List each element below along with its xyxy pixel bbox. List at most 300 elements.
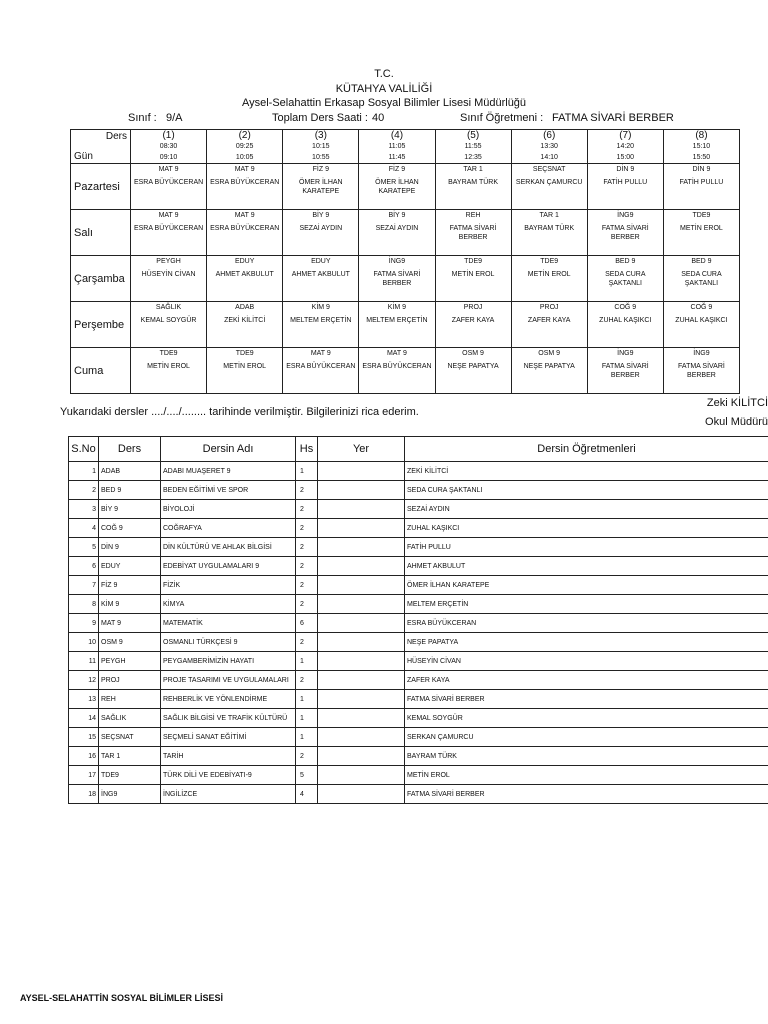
lesson-teacher: ÖMER İLHAN KARATEPE xyxy=(375,179,419,195)
lesson-cell xyxy=(359,302,435,348)
row-ders-name: KİMYA xyxy=(161,595,296,614)
lesson-box xyxy=(207,164,282,209)
row-hours: 1 xyxy=(296,652,318,671)
lesson-code: TDE9 xyxy=(235,350,254,357)
note-text: Yukarıdaki dersler ..../..../........ tarihinde verilmiştir. Bilgilerinizi rica ederim. xyxy=(60,406,419,418)
lesson-box xyxy=(283,256,358,301)
lesson-code: TDE9 xyxy=(464,258,483,265)
row-ders-code: TDE9 xyxy=(99,766,161,785)
lesson-cell xyxy=(435,164,511,210)
lesson-cell xyxy=(587,348,663,394)
col-header-dersin-adi: Dersin Adı xyxy=(161,437,296,462)
row-teacher: METİN EROL xyxy=(405,766,768,785)
row-location xyxy=(318,785,405,804)
slot-header xyxy=(131,130,207,164)
slot-number: (3) xyxy=(314,130,327,141)
lesson-code: BED 9 xyxy=(691,258,712,265)
lesson-box xyxy=(359,302,434,347)
row-teacher: SEZAİ AYDIN xyxy=(405,500,768,519)
slot-number: (2) xyxy=(238,130,251,141)
col-header-ders: Ders xyxy=(99,437,161,462)
row-teacher: KEMAL SOYGÜR xyxy=(405,709,768,728)
slot-header xyxy=(283,130,359,164)
lesson-cell xyxy=(283,164,359,210)
class-value: 9/A xyxy=(166,112,183,124)
lesson-teacher: ESRA BÜYÜKCERAN xyxy=(362,363,432,370)
lesson-box xyxy=(283,210,358,255)
lesson-cell xyxy=(511,348,587,394)
row-ders-name: BEDEN EĞİTİMİ VE SPOR xyxy=(161,481,296,500)
row-sno: 10 xyxy=(69,633,99,652)
row-teacher: ZAFER KAYA xyxy=(405,671,768,690)
row-teacher: ESRA BÜYÜKCERAN xyxy=(405,614,768,633)
lesson-cell xyxy=(207,256,283,302)
lesson-teacher: NEŞE PAPATYA xyxy=(447,363,499,370)
col-header-hs: Hs xyxy=(296,437,318,462)
col-header-teachers: Dersin Öğretmenleri xyxy=(405,437,768,462)
row-ders-code: ADAB xyxy=(99,462,161,481)
header-tc: T.C. xyxy=(374,68,394,80)
day-name: Çarşamba xyxy=(71,256,131,302)
lesson-teacher: ESRA BÜYÜKCERAN xyxy=(210,225,280,232)
slot-end-time: 10:05 xyxy=(235,154,254,161)
lesson-cell xyxy=(131,348,207,394)
row-ders-name: ADABI MUAŞERET 9 xyxy=(161,462,296,481)
row-location xyxy=(318,557,405,576)
lesson-teacher: FATMA SİVARİ BERBER xyxy=(449,225,497,241)
table-row xyxy=(69,500,768,519)
slot-start-time: 09:25 xyxy=(235,143,254,150)
row-ders-name: FİZİK xyxy=(161,576,296,595)
lesson-teacher: AHMET AKBULUT xyxy=(215,271,274,278)
lesson-cell xyxy=(207,164,283,210)
lesson-cell xyxy=(663,302,739,348)
row-teacher: FATİH PULLU xyxy=(405,538,768,557)
table-row xyxy=(69,557,768,576)
row-ders-code: DİN 9 xyxy=(99,538,161,557)
lesson-teacher: FATMA SİVARİ BERBER xyxy=(373,271,421,287)
lesson-teacher: ZUHAL KAŞIKCI xyxy=(599,317,652,324)
slot-end-time: 14:10 xyxy=(540,154,558,161)
row-hours: 2 xyxy=(296,519,318,538)
lesson-code: MAT 9 xyxy=(158,166,179,173)
lesson-teacher: BAYRAM TÜRK xyxy=(448,179,499,186)
lesson-teacher: AHMET AKBULUT xyxy=(291,271,350,278)
table-row xyxy=(69,747,768,766)
row-hours: 2 xyxy=(296,538,318,557)
row-teacher: FATMA SİVARİ BERBER xyxy=(405,785,768,804)
lesson-cell xyxy=(587,210,663,256)
row-location xyxy=(318,481,405,500)
row-teacher: ZEKİ KİLİTCİ xyxy=(405,462,768,481)
row-location xyxy=(318,538,405,557)
lesson-teacher: METİN EROL xyxy=(147,363,190,370)
row-hours: 4 xyxy=(296,785,318,804)
lesson-cell xyxy=(663,348,739,394)
lesson-code: OSM 9 xyxy=(462,350,484,357)
lesson-code: SEÇSNAT xyxy=(532,166,566,173)
row-sno: 18 xyxy=(69,785,99,804)
header-school: Aysel-Selahattin Erkasap Sosyal Bilimler Lisesi Müdürlüğü xyxy=(241,97,527,109)
timetable-header-row xyxy=(71,130,740,164)
lesson-code: EDUY xyxy=(311,258,331,265)
timetable-day-row xyxy=(71,164,740,210)
slot-start-time: 11:55 xyxy=(464,143,482,150)
row-sno: 3 xyxy=(69,500,99,519)
lesson-box xyxy=(588,348,663,393)
lesson-teacher: NEŞE PAPATYA xyxy=(523,363,575,370)
lesson-code: İNG9 xyxy=(388,258,406,265)
row-hours: 6 xyxy=(296,614,318,633)
row-location xyxy=(318,576,405,595)
lesson-teacher: BAYRAM TÜRK xyxy=(524,225,575,232)
row-teacher: ÖMER İLHAN KARATEPE xyxy=(405,576,768,595)
corner-label-gun: Gün xyxy=(74,150,93,162)
lesson-teacher: SEZAİ AYDIN xyxy=(375,225,419,232)
lesson-box xyxy=(664,164,739,209)
lesson-teacher: ÖMER İLHAN KARATEPE xyxy=(299,179,343,195)
row-hours: 2 xyxy=(296,576,318,595)
row-ders-name: MATEMATİK xyxy=(161,614,296,633)
lesson-box xyxy=(512,210,587,255)
lesson-cell xyxy=(663,256,739,302)
class-teacher-value: FATMA SİVARİ BERBER xyxy=(552,112,674,124)
lesson-box xyxy=(131,348,206,393)
table-row xyxy=(69,595,768,614)
row-sno: 11 xyxy=(69,652,99,671)
lesson-cell xyxy=(283,348,359,394)
row-location xyxy=(318,652,405,671)
total-hours-value: 40 xyxy=(372,112,385,124)
lesson-teacher: ZUHAL KAŞIKCI xyxy=(675,317,728,324)
slot-start-time: 11:05 xyxy=(388,143,406,150)
lesson-code: MAT 9 xyxy=(158,212,179,219)
row-hours: 2 xyxy=(296,595,318,614)
row-sno: 14 xyxy=(69,709,99,728)
lesson-teacher: ESRA BÜYÜKCERAN xyxy=(210,179,280,186)
row-sno: 15 xyxy=(69,728,99,747)
lesson-box xyxy=(588,302,663,347)
lesson-box xyxy=(359,348,434,393)
lesson-box xyxy=(131,164,206,209)
lesson-code: KİM 9 xyxy=(387,304,407,311)
row-sno: 4 xyxy=(69,519,99,538)
lesson-box xyxy=(588,164,663,209)
lesson-code: COĞ 9 xyxy=(614,304,637,311)
lesson-box xyxy=(436,348,511,393)
row-teacher: SERKAN ÇAMURCU xyxy=(405,728,768,747)
course-list xyxy=(68,436,768,804)
lesson-cell xyxy=(435,302,511,348)
row-sno: 6 xyxy=(69,557,99,576)
slot-number: (6) xyxy=(543,130,556,141)
lesson-box xyxy=(359,256,434,301)
lesson-box xyxy=(664,256,739,301)
lesson-code: COĞ 9 xyxy=(690,304,713,311)
lesson-box xyxy=(131,302,206,347)
slot-end-time: 15:00 xyxy=(616,154,635,161)
lesson-cell xyxy=(207,210,283,256)
row-teacher: FATMA SİVARİ BERBER xyxy=(405,690,768,709)
lesson-cell xyxy=(131,210,207,256)
table-row xyxy=(69,652,768,671)
lesson-teacher: SEDA CURA ŞAKTANLI xyxy=(681,271,722,287)
lesson-box xyxy=(131,256,206,301)
row-ders-name: OSMANLI TÜRKÇESİ 9 xyxy=(161,633,296,652)
row-ders-code: PROJ xyxy=(99,671,161,690)
lesson-code: DİN 9 xyxy=(692,166,711,173)
lesson-box xyxy=(359,210,434,255)
row-ders-code: OSM 9 xyxy=(99,633,161,652)
timetable-day-row xyxy=(71,348,740,394)
row-hours: 2 xyxy=(296,671,318,690)
lesson-code: MAT 9 xyxy=(234,166,255,173)
lesson-box xyxy=(207,210,282,255)
table-row xyxy=(69,766,768,785)
row-ders-code: EDUY xyxy=(99,557,161,576)
slot-start-time: 13:30 xyxy=(540,143,558,150)
lesson-code: REH xyxy=(465,212,481,219)
lesson-code: MAT 9 xyxy=(386,350,407,357)
row-ders-name: BİYOLOJİ xyxy=(161,500,296,519)
row-sno: 17 xyxy=(69,766,99,785)
slot-number: (1) xyxy=(162,130,175,141)
lesson-teacher: MELTEM ERÇETİN xyxy=(366,317,428,324)
row-hours: 1 xyxy=(296,728,318,747)
total-hours-label: Toplam Ders Saati : xyxy=(272,112,368,124)
lesson-code: KİM 9 xyxy=(311,304,330,311)
row-location xyxy=(318,747,405,766)
lesson-code: BED 9 xyxy=(615,258,636,265)
lesson-cell xyxy=(435,256,511,302)
row-location xyxy=(318,500,405,519)
row-sno: 13 xyxy=(69,690,99,709)
row-ders-name: PROJE TASARIMI VE UYGULAMALARI xyxy=(161,671,296,690)
row-location xyxy=(318,766,405,785)
lesson-cell xyxy=(511,164,587,210)
lesson-code: İNG9 xyxy=(617,350,634,357)
row-location xyxy=(318,728,405,747)
table-row xyxy=(69,576,768,595)
lesson-code: İNG9 xyxy=(617,212,634,219)
lesson-cell xyxy=(663,164,739,210)
lesson-box xyxy=(512,164,587,209)
row-hours: 1 xyxy=(296,462,318,481)
lesson-code: DİN 9 xyxy=(616,166,635,173)
slot-number: (8) xyxy=(695,130,708,141)
row-ders-name: TARİH xyxy=(161,747,296,766)
lesson-cell xyxy=(359,256,435,302)
lesson-box xyxy=(436,256,511,301)
lesson-code: İNG9 xyxy=(693,350,710,357)
slot-end-time: 11:45 xyxy=(388,154,406,161)
row-ders-code: BİY 9 xyxy=(99,500,161,519)
table-row xyxy=(69,690,768,709)
principal-title: Okul Müdürü xyxy=(705,416,768,428)
table-row xyxy=(69,671,768,690)
row-teacher: MELTEM ERÇETİN xyxy=(405,595,768,614)
slot-start-time: 14:20 xyxy=(616,143,635,150)
col-header-sno: S.No xyxy=(69,437,99,462)
row-teacher: SEDA CURA ŞAKTANLI xyxy=(405,481,768,500)
row-ders-name: DİN KÜLTÜRÜ VE AHLAK BİLGİSİ xyxy=(161,538,296,557)
lesson-teacher: METİN EROL xyxy=(527,271,571,278)
lesson-box xyxy=(588,210,663,255)
row-hours: 2 xyxy=(296,481,318,500)
row-location xyxy=(318,595,405,614)
row-teacher: NEŞE PAPATYA xyxy=(405,633,768,652)
corner-label-ders: Ders xyxy=(105,130,127,142)
lesson-code: PROJ xyxy=(539,304,559,311)
timetable-day-row xyxy=(71,256,740,302)
lesson-teacher: SERKAN ÇAMURCU xyxy=(515,179,583,186)
lesson-code: TDE9 xyxy=(159,350,178,357)
lesson-box xyxy=(664,302,739,347)
row-location xyxy=(318,519,405,538)
row-ders-code: SEÇSNAT xyxy=(99,728,161,747)
lesson-cell xyxy=(587,302,663,348)
lesson-box xyxy=(588,256,663,301)
row-sno: 16 xyxy=(69,747,99,766)
lesson-box xyxy=(512,256,587,301)
row-ders-code: TAR 1 xyxy=(99,747,161,766)
lesson-cell xyxy=(359,348,435,394)
row-ders-code: BED 9 xyxy=(99,481,161,500)
lesson-teacher: ESRA BÜYÜKCERAN xyxy=(133,179,204,186)
row-hours: 1 xyxy=(296,709,318,728)
timetable xyxy=(70,129,740,394)
lesson-teacher: FATMA SİVARİ BERBER xyxy=(601,363,649,379)
lesson-cell xyxy=(131,302,207,348)
row-ders-name: TÜRK DİLİ VE EDEBİYATI-9 xyxy=(161,766,296,785)
lesson-teacher: FATMA SİVARİ BERBER xyxy=(601,225,649,241)
lesson-cell xyxy=(435,210,511,256)
lesson-cell xyxy=(587,164,663,210)
row-teacher: ZUHAL KAŞIKCI xyxy=(405,519,768,538)
row-hours: 2 xyxy=(296,633,318,652)
lesson-box xyxy=(436,210,511,255)
row-location xyxy=(318,462,405,481)
lesson-teacher: ZEKİ KİLİTCİ xyxy=(224,317,266,324)
table-row xyxy=(69,785,768,804)
lesson-code: BİY 9 xyxy=(312,212,330,219)
lesson-teacher: ESRA BÜYÜKCERAN xyxy=(133,225,204,232)
lesson-box xyxy=(207,348,282,393)
row-hours: 2 xyxy=(296,557,318,576)
lesson-code: FİZ 9 xyxy=(388,166,406,173)
day-name: Cuma xyxy=(71,348,131,394)
lesson-box xyxy=(283,164,358,209)
slot-end-time: 15:50 xyxy=(692,154,711,161)
row-sno: 9 xyxy=(69,614,99,633)
lesson-cell xyxy=(207,348,283,394)
row-hours: 1 xyxy=(296,690,318,709)
row-ders-name: REHBERLİK VE YÖNLENDİRME xyxy=(161,690,296,709)
lesson-code: PROJ xyxy=(463,304,483,311)
table-row xyxy=(69,519,768,538)
lesson-code: TAR 1 xyxy=(463,166,483,173)
lesson-teacher: SEZAİ AYDIN xyxy=(299,225,343,232)
slot-start-time: 08:30 xyxy=(159,143,178,150)
row-sno: 12 xyxy=(69,671,99,690)
table-row xyxy=(69,538,768,557)
lesson-cell xyxy=(131,164,207,210)
table-row xyxy=(69,481,768,500)
lesson-cell xyxy=(511,302,587,348)
principal-name: Zeki KİLİTCİ xyxy=(706,397,768,409)
lesson-teacher: METİN EROL xyxy=(223,363,267,370)
lesson-teacher: KEMAL SOYGÜR xyxy=(140,317,197,324)
lesson-teacher: FATİH PULLU xyxy=(679,179,724,186)
slot-end-time: 10:55 xyxy=(312,154,330,161)
row-sno: 8 xyxy=(69,595,99,614)
lesson-code: OSM 9 xyxy=(538,350,561,357)
lesson-teacher: MELTEM ERÇETİN xyxy=(290,317,352,324)
row-ders-name: COĞRAFYA xyxy=(161,519,296,538)
row-location xyxy=(318,709,405,728)
row-hours: 2 xyxy=(296,747,318,766)
table-row xyxy=(69,614,768,633)
row-sno: 5 xyxy=(69,538,99,557)
slot-start-time: 10:15 xyxy=(312,143,330,150)
row-ders-code: KİM 9 xyxy=(99,595,161,614)
lesson-teacher: HÜSEYİN CİVAN xyxy=(141,271,196,278)
day-name: Salı xyxy=(71,210,131,256)
corner-box xyxy=(71,131,130,163)
lesson-box xyxy=(512,348,587,393)
row-hours: 5 xyxy=(296,766,318,785)
lesson-code: BİY 9 xyxy=(388,212,406,219)
row-ders-name: SEÇMELİ SANAT EĞİTİMİ xyxy=(161,728,296,747)
lesson-cell xyxy=(207,302,283,348)
slot-number: (5) xyxy=(466,130,480,141)
row-location xyxy=(318,633,405,652)
row-teacher: HÜSEYİN CİVAN xyxy=(405,652,768,671)
lesson-code: TDE9 xyxy=(692,212,711,219)
lesson-box xyxy=(131,210,206,255)
slot-header xyxy=(587,130,663,164)
lesson-teacher: ZAFER KAYA xyxy=(451,317,495,324)
row-ders-name: EDEBİYAT UYGULAMALARI 9 xyxy=(161,557,296,576)
lesson-code: ADAB xyxy=(235,304,255,311)
lesson-box xyxy=(664,348,739,393)
lesson-cell xyxy=(283,256,359,302)
row-hours: 2 xyxy=(296,500,318,519)
slot-end-time: 12:35 xyxy=(464,154,482,161)
class-teacher-label: Sınıf Öğretmeni : xyxy=(460,112,544,124)
lesson-box xyxy=(207,256,282,301)
slot-start-time: 15:10 xyxy=(692,143,711,150)
slot-header xyxy=(511,130,587,164)
lesson-cell xyxy=(587,256,663,302)
lesson-cell xyxy=(511,256,587,302)
lesson-teacher: FATİH PULLU xyxy=(603,179,648,186)
table-row xyxy=(69,633,768,652)
timetable-day-row xyxy=(71,210,740,256)
row-teacher: BAYRAM TÜRK xyxy=(405,747,768,766)
row-ders-code: REH xyxy=(99,690,161,709)
row-sno: 2 xyxy=(69,481,99,500)
lesson-cell xyxy=(283,302,359,348)
lesson-cell xyxy=(359,164,435,210)
lesson-code: EDUY xyxy=(234,258,255,265)
lesson-box xyxy=(283,302,358,347)
lesson-teacher: ZAFER KAYA xyxy=(527,317,571,324)
lesson-cell xyxy=(283,210,359,256)
row-ders-name: İNGİLİZCE xyxy=(161,785,296,804)
lesson-cell xyxy=(359,210,435,256)
day-name: Perşembe xyxy=(71,302,131,348)
